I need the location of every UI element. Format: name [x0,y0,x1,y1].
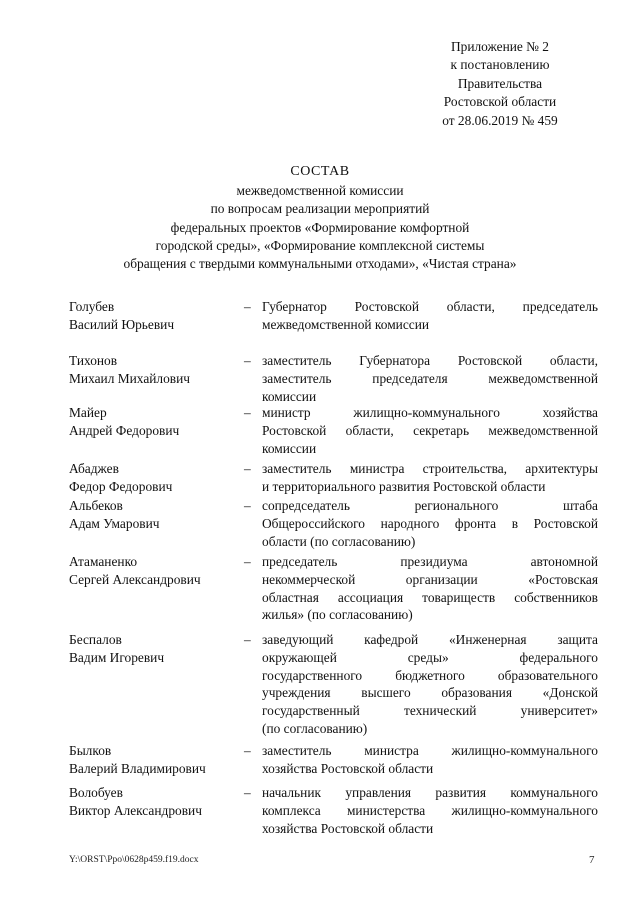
appendix-line: от 28.06.2019 № 459 [442,112,558,128]
member-role-line: заведующий кафедрой «Инженерная защита [262,632,598,647]
member-role-line: области (по согласованию) [262,533,416,549]
member-dash: – [244,632,251,647]
member-dash: – [244,353,251,368]
member-role-line: комиссии [262,440,317,456]
member-surname: Альбеков [69,498,123,513]
member-role [262,460,598,496]
member-surname: Волобуев [69,785,123,800]
member-name [69,404,239,440]
member-role [262,784,598,837]
member-role-line: министр жилищно-коммунального хозяйства [262,405,598,420]
member-role-line: сопредседатель регионального штаба [262,498,598,513]
title-line: по вопросам реализации мероприятий [210,201,430,217]
member-name [69,784,239,820]
member-given-names: Василий Юрьевич [69,317,175,332]
appendix-line: к постановлению [450,57,550,73]
member-role [262,553,598,624]
footer-file-path: Y:\ORST\Ppo\0628p459.f19.docx [69,855,199,865]
member-role-line: хозяйства Ростовской области [262,820,434,836]
member-role-line: учреждения высшего образования «Донской [262,685,598,701]
member-given-names: Валерий Владимирович [69,761,206,776]
member-role-line: жилья» (по согласованию) [262,607,413,623]
member-given-names: Михаил Михайлович [69,371,191,386]
member-surname: Былков [69,743,112,758]
document-title [60,163,580,273]
member-name [69,742,239,778]
member-surname: Голубев [69,299,115,314]
member-surname: Беспалов [69,632,122,647]
member-name [69,460,239,496]
member-surname: Атаманенко [69,554,138,569]
title-line: федеральных проектов «Формирование комфортной [170,219,470,235]
member-role-line: окружающей среды» федерального [262,649,598,665]
member-role-line: и территориального развития Ростовской области [262,478,546,494]
member-role-line: Ростовской области, секретарь межведомственной [262,422,598,438]
member-dash: – [244,405,251,420]
member-name [69,631,239,667]
appendix-line: Приложение № 2 [450,39,550,54]
member-role-line: (по согласованию) [262,720,368,736]
member-role-line: хозяйства Ростовской области [262,760,434,776]
member-role [262,404,598,457]
member-dash: – [244,785,251,800]
member-role-line: некоммерческой организации «Ростовская [262,571,598,587]
title-heading: СОСТАВ [290,164,350,179]
member-role [262,497,598,550]
member-role [262,352,598,405]
member-role-line: заместитель председателя межведомственной [262,370,598,386]
member-role-line: заместитель Губернатора Ростовской области, [262,353,598,368]
member-name [69,298,239,334]
member-role-line: государственного бюджетного образовательного [262,667,598,683]
member-role-line: комплекса министерства жилищно-коммунального [262,802,598,818]
member-dash: – [244,299,251,314]
appendix-header [400,38,600,130]
appendix-line: Ростовской области [443,94,557,110]
appendix-line: Правительства [457,75,543,91]
member-role-line: комиссии [262,388,317,404]
member-given-names: Федор Федорович [69,479,173,494]
member-given-names: Сергей Александрович [69,572,201,587]
member-dash: – [244,498,251,513]
title-line: городской среды», «Формирование комплексной системы [155,237,485,253]
member-surname: Майер [69,405,107,420]
member-surname: Тихонов [69,353,118,368]
member-surname: Абаджев [69,461,119,476]
member-role-line: Общероссийского народного фронта в Ростовской [262,515,598,531]
title-line: межведомственной комиссии [236,183,404,199]
member-given-names: Андрей Федорович [69,423,180,438]
title-line: обращения с твердыми коммунальными отходами», «Чистая страна» [123,256,517,272]
member-name [69,553,239,589]
member-role-line: Губернатор Ростовской области, председатель [262,299,598,314]
page-number: 7 [589,854,595,866]
member-role-line: заместитель министра жилищно-коммунального [262,743,598,758]
member-role-line: государственный технический университет» [262,703,598,719]
member-role-line: председатель президиума автономной [262,554,598,569]
member-role-line: начальник управления развития коммунального [262,785,598,800]
member-role-line: областная ассоциация товариществ собственников [262,589,598,605]
member-name [69,352,239,388]
member-given-names: Вадим Игоревич [69,650,165,665]
member-role [262,298,598,334]
member-dash: – [244,461,251,476]
member-given-names: Адам Умарович [69,516,160,531]
member-dash: – [244,743,251,758]
member-role [262,742,598,778]
member-dash: – [244,554,251,569]
member-given-names: Виктор Александрович [69,803,202,818]
member-name [69,497,239,533]
member-role [262,631,598,738]
member-role-line: заместитель министра строительства, архитектуры [262,461,598,476]
member-role-line: межведомственной комиссии [262,316,430,332]
